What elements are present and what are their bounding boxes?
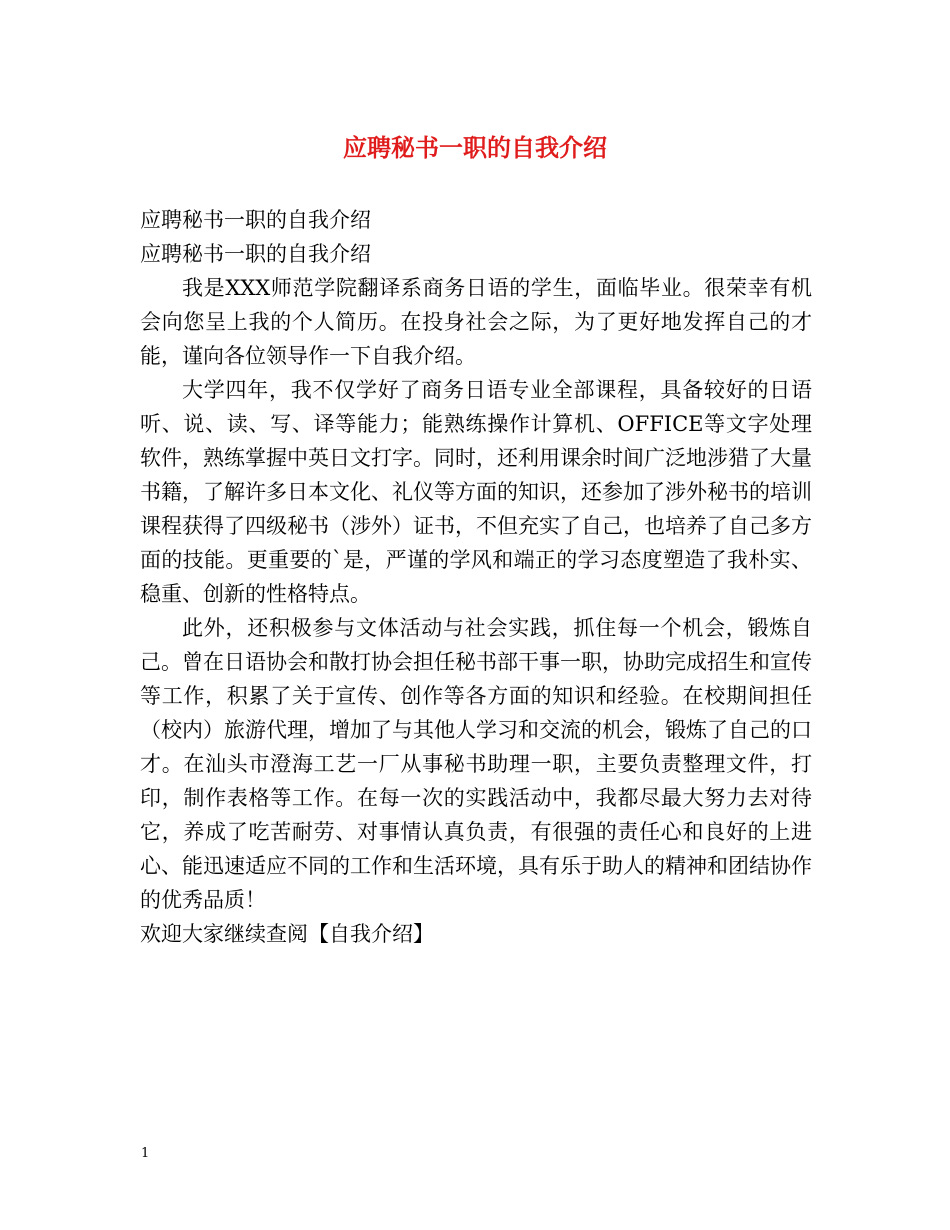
- document-title: 应聘秘书一职的自我介绍: [343, 133, 607, 162]
- heading-line-2: 应聘秘书一职的自我介绍: [140, 242, 371, 266]
- paragraph-intro: 我是XXX师范学院翻译系商务日语的学生，面临毕业。很荣幸有机会向您呈上我的个人简历。在投身社会之际，为了更好地发挥自己的才能，谨向各位领导作一下自我介绍。: [140, 276, 812, 368]
- footer-link-line: 欢迎大家继续查阅【自我介绍】: [140, 922, 434, 946]
- paragraph-activities: 此外，还积极参与文体活动与社会实践，抓住每一个机会，锻炼自己。曾在日语协会和散打协会担任秘书部干事一职，协助完成招生和宣传等工作，积累了关于宣传、创作等各方面的知识和经验。在校期间担任（校内）旅游代理，增加了与其他人学习和交流的机会，锻炼了自己的口才。在汕头市澄海工艺一厂从事秘书助理一职，主要负责整理文件，打印，制作表格等工作。在每一次的实践活动中，我都尽最大努力去对待它，养成了吃苦耐劳、对事情认真负责，有很强的责任心和良好的上进心、能迅速适应不同的工作和生活环境，具有乐于助人的精神和团结协作的优秀品质！: [140, 616, 812, 912]
- document-body: [140, 203, 812, 951]
- heading-line-1: 应聘秘书一职的自我介绍: [140, 208, 371, 232]
- paragraph-university: 大学四年，我不仅学好了商务日语专业全部课程，具备较好的日语听、说、读、写、译等能力；能熟练操作计算机、OFFICE等文字处理软件，熟练掌握中英日文打字。同时，还利用课余时间广泛地涉猎了大量书籍，了解许多日本文化、礼仪等方面的知识，还参加了涉外秘书的培训课程获得了四级秘书（涉外）证书，不但充实了自己，也培养了自己多方面的技能。更重要的`是，严谨的学风和端正的学习态度塑造了我朴实、稳重、创新的性格特点。: [140, 378, 812, 606]
- page-number: 1: [141, 1146, 150, 1161]
